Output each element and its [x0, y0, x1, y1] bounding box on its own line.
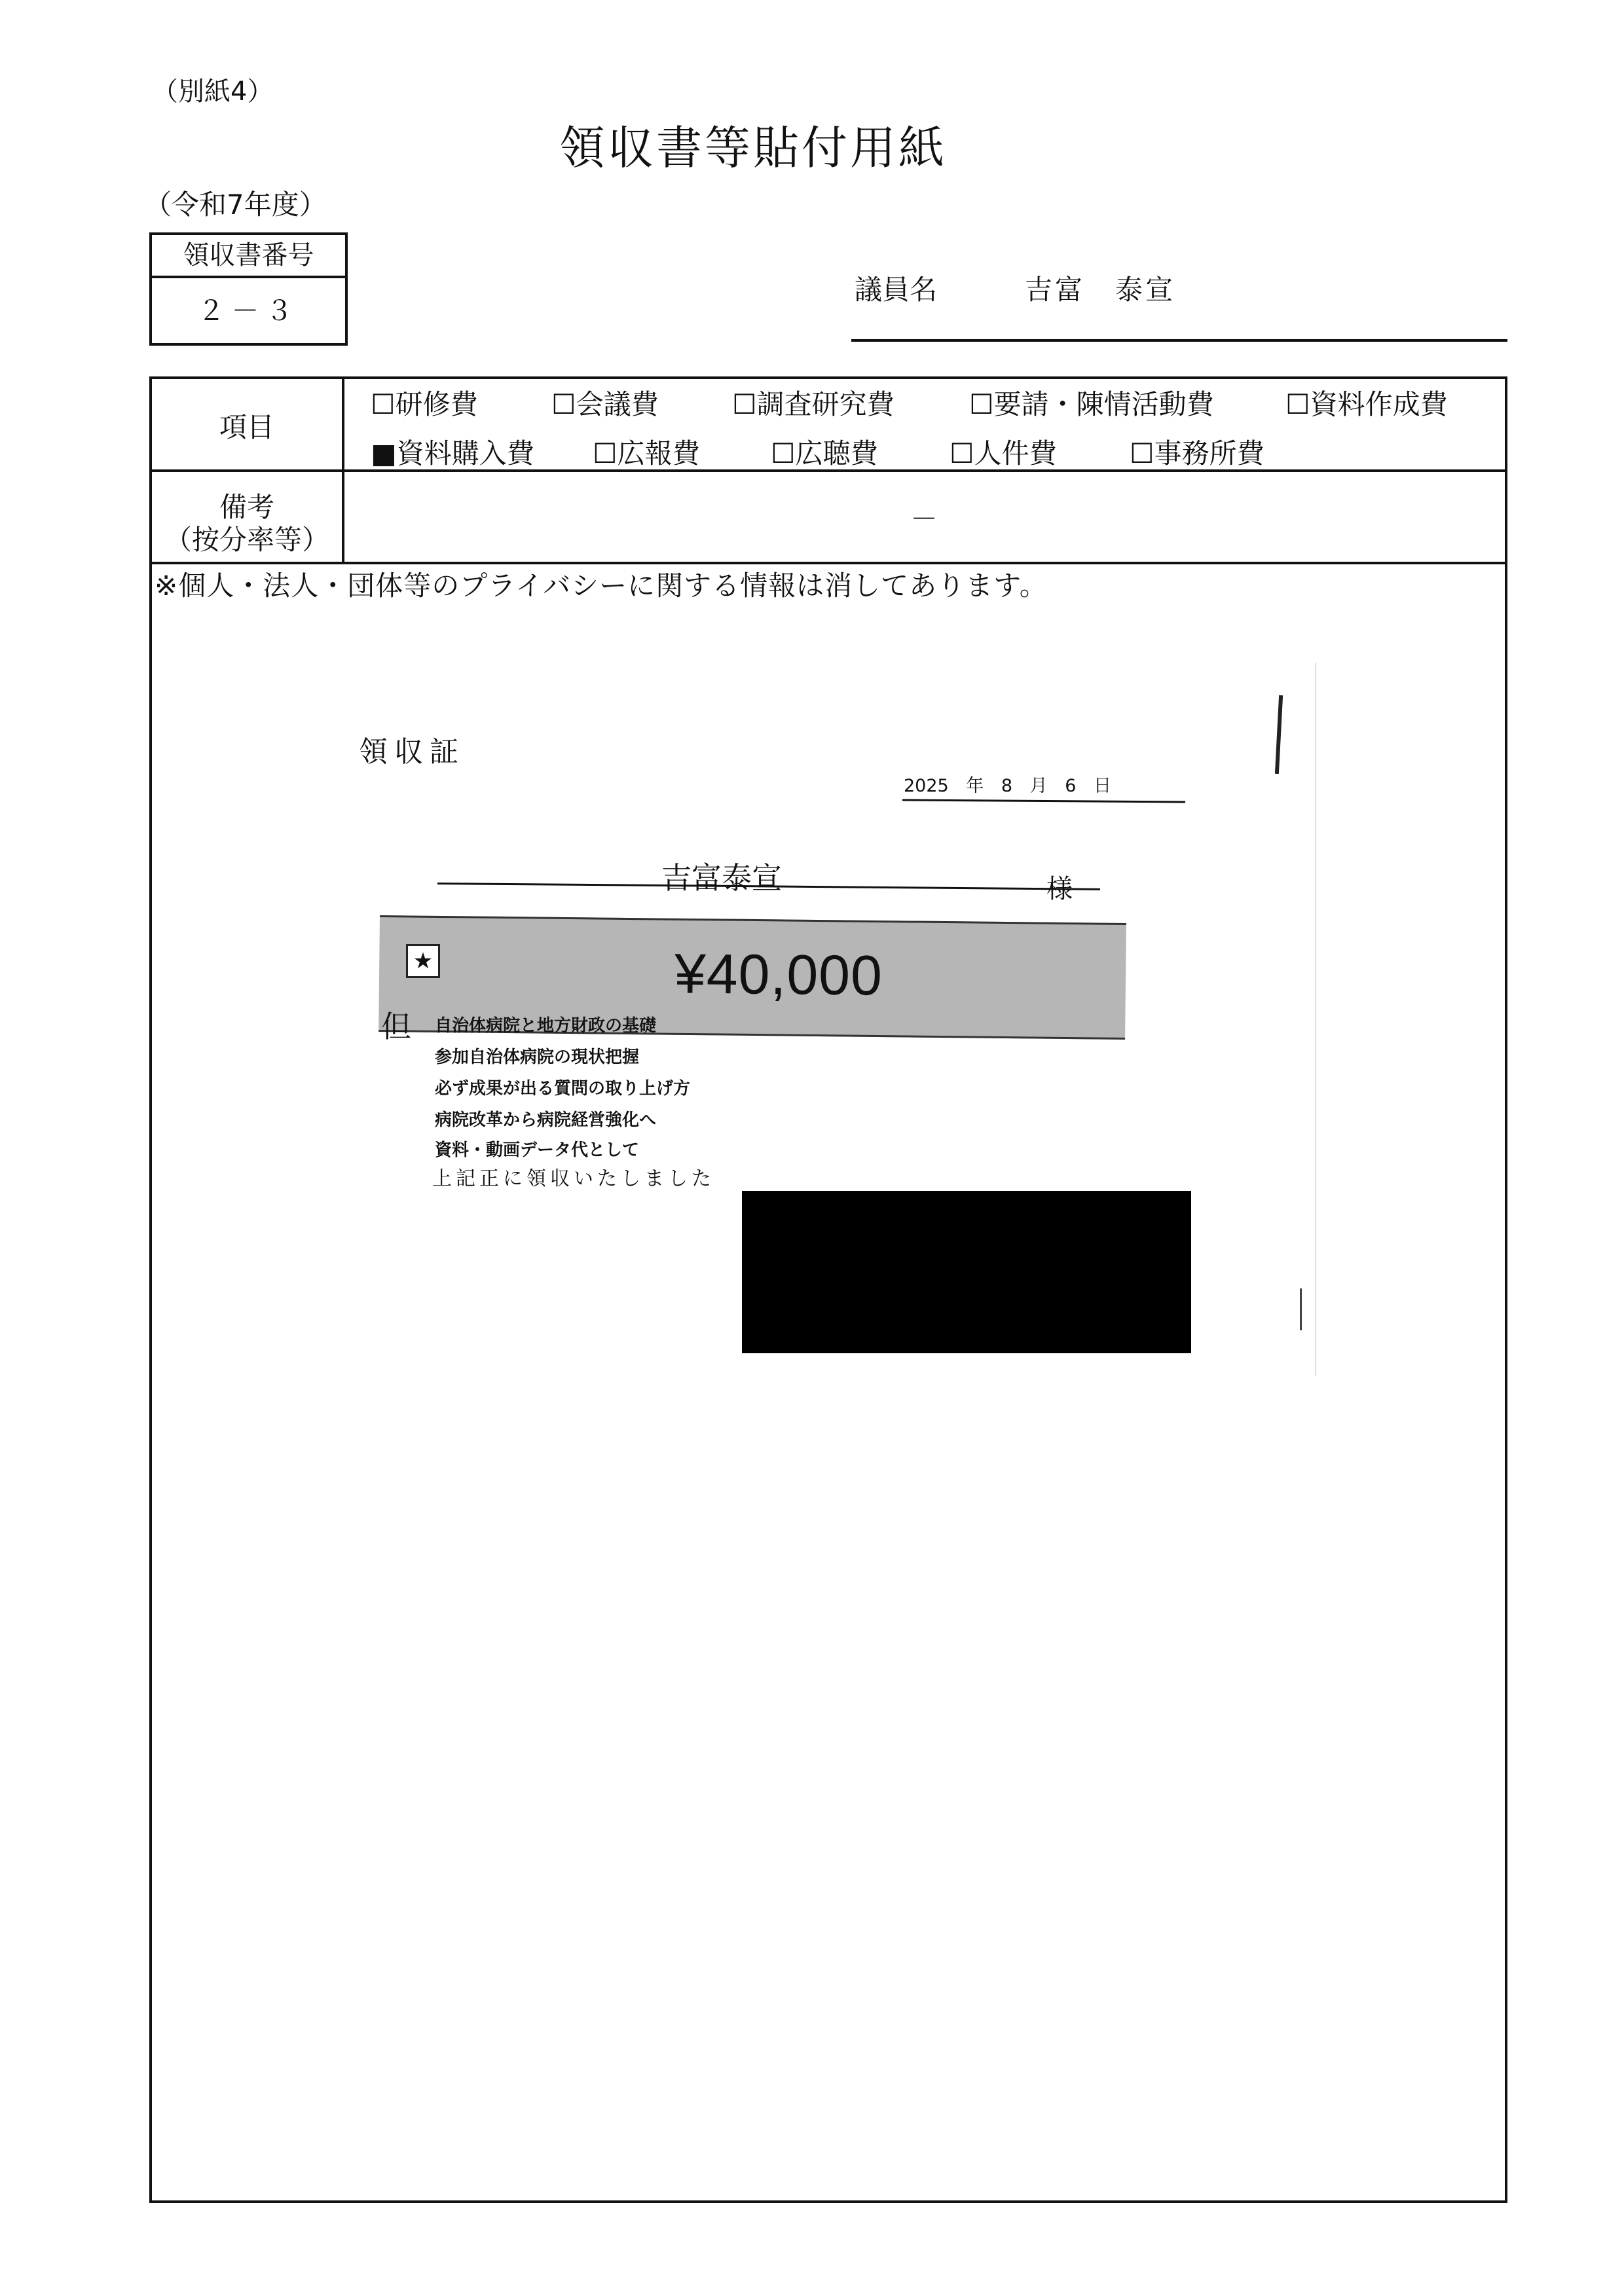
category-label: 要請・陳情活動費: [993, 388, 1214, 420]
category-material-creation: [1285, 383, 1448, 422]
category-label: 事務所費: [1154, 437, 1264, 469]
member-label: 議員名: [855, 274, 938, 306]
category-label: 資料購入費: [396, 437, 534, 469]
checkbox-icon: ☐: [593, 437, 618, 469]
category-label: 会議費: [576, 388, 659, 420]
category-label: 広報費: [617, 437, 700, 469]
receipt-description-line: 必ず成果が出る質問の取り上げ方: [435, 1079, 691, 1099]
category-petition: [969, 383, 1214, 422]
checked-box-icon: ■: [371, 437, 397, 469]
category-label: 人件費: [974, 437, 1057, 469]
scan-edge: [1315, 663, 1316, 1376]
category-label: 資料作成費: [1310, 388, 1448, 420]
receipt-description-line: 参加自治体病院の現状把握: [435, 1048, 640, 1067]
receipt-description-line: 病院改革から病院経営強化へ: [435, 1110, 657, 1130]
receipt-honorific: 様: [1046, 874, 1073, 904]
category-material-purchase: [371, 432, 534, 471]
star-icon: ★: [406, 944, 440, 978]
receipt-description-line: 自治体病院と地方財政の基礎: [435, 1016, 657, 1036]
checkbox-icon: ☐: [1285, 388, 1310, 420]
category-meeting: [551, 383, 659, 422]
category-public-relations: [593, 432, 700, 471]
annex-label: （別紙4）: [152, 77, 274, 107]
receipt-date: 2025 年 8 月 6 日: [904, 776, 1111, 796]
receipt-tadashi: 但: [381, 1009, 411, 1044]
receipt-number-box: [149, 232, 348, 346]
receipt-payee: 吉富泰宣: [661, 860, 782, 896]
receipt-title: 領収証: [359, 735, 465, 769]
checkbox-icon: ☐: [950, 437, 974, 469]
checkbox-icon: ☐: [371, 388, 396, 420]
scan-mark: [1300, 1288, 1302, 1330]
receipt-number-value: ２－３: [197, 295, 300, 327]
checkbox-icon: ☐: [551, 388, 576, 420]
checkbox-icon: ☐: [1130, 437, 1154, 469]
privacy-notice: ※個人・法人・団体等のプライバシーに関する情報は消してあります。: [155, 570, 1048, 602]
receipt-number-label: 領収書番号: [152, 235, 345, 278]
document-title: 領収書等貼付用紙: [559, 121, 947, 175]
category-training: [371, 383, 478, 422]
remarks-label: 備考: [219, 491, 274, 523]
redaction-box: [742, 1191, 1191, 1353]
member-name: 吉富 泰宣: [1025, 274, 1176, 306]
category-office: [1130, 432, 1264, 471]
category-label: 広聴費: [795, 437, 878, 469]
category-public-hearing: [771, 432, 878, 471]
receipt-received-text: 上記正に領収いたしました: [432, 1167, 715, 1190]
category-personnel: [950, 432, 1057, 471]
receipt-amount: ¥40,000: [674, 942, 883, 1008]
category-label: 調査研究費: [756, 388, 895, 420]
checkbox-icon: ☐: [969, 388, 994, 420]
fiscal-year: （令和7年度）: [144, 189, 327, 221]
receipt-description-line: 資料・動画データ代として: [435, 1140, 640, 1160]
item-label: 項目: [219, 411, 274, 443]
category-research: [732, 383, 895, 422]
checkbox-icon: ☐: [771, 437, 796, 469]
member-underline: [851, 339, 1507, 342]
column-divider: [342, 376, 344, 564]
category-label: 研修費: [395, 388, 478, 420]
remarks-value: －: [910, 503, 938, 535]
remarks-sublabel: （按分率等）: [164, 524, 329, 556]
checkbox-icon: ☐: [732, 388, 757, 420]
